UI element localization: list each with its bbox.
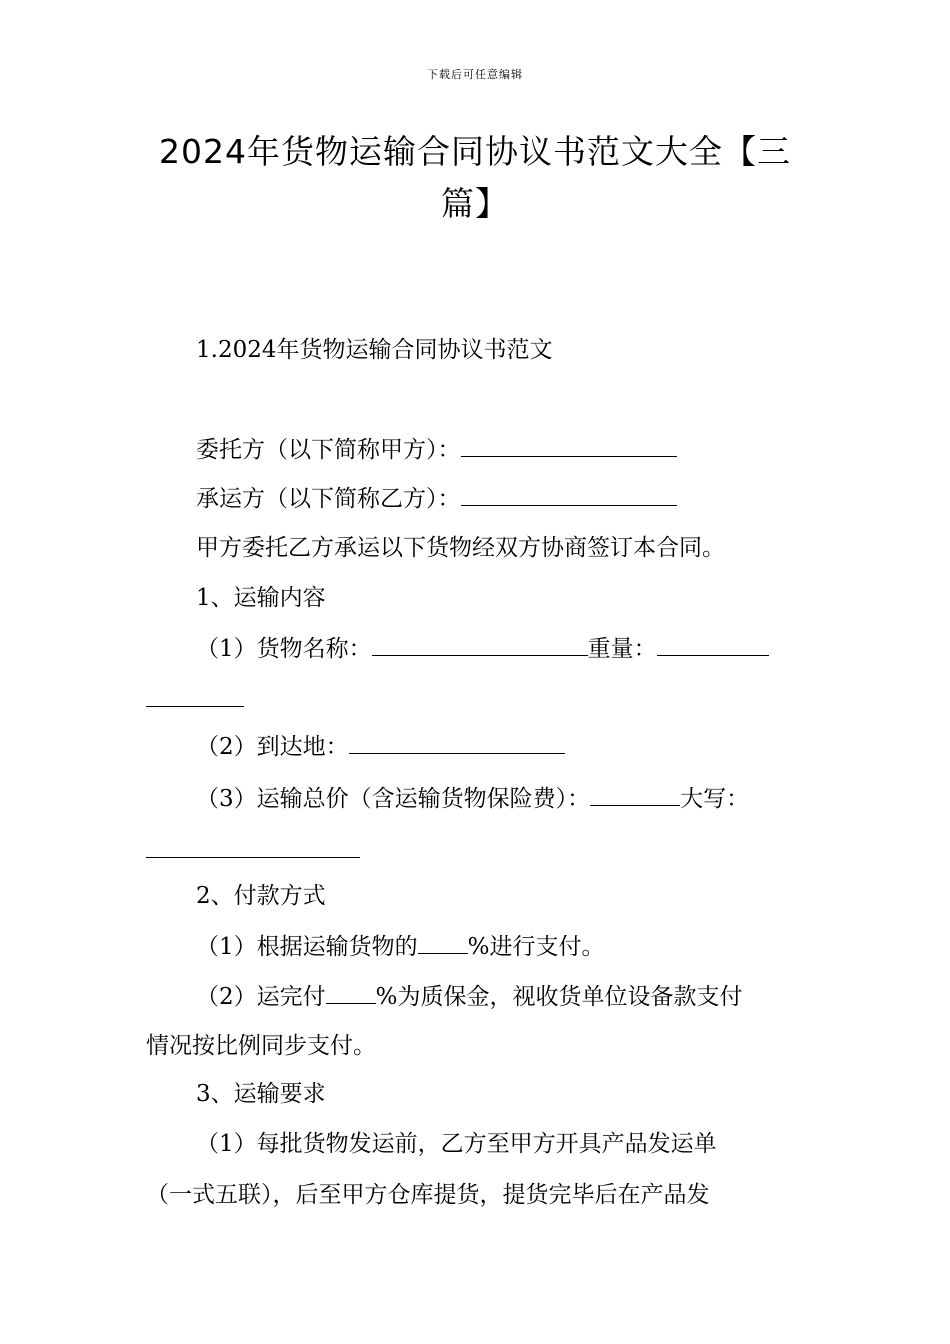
client-line bbox=[196, 434, 677, 465]
destination-label: （2）到达地： bbox=[196, 734, 349, 760]
goods-name-label: （1）货物名称： bbox=[196, 636, 372, 662]
goods-name-blank bbox=[372, 633, 588, 656]
payment-item-2-b: %为质保金，视收货单位设备款支付 bbox=[375, 984, 743, 1010]
carrier-line bbox=[196, 483, 677, 514]
title-line-1: 2024年货物运输合同协议书范文大全【三 bbox=[159, 132, 791, 171]
total-price-line bbox=[196, 783, 749, 814]
payment-percent-blank-1 bbox=[418, 931, 468, 954]
requirements-item-1-a: （1）每批货物发运前，乙方至甲方开具产品发运单 bbox=[196, 1131, 717, 1157]
payment-heading: 2、付款方式 bbox=[196, 883, 326, 909]
weight-label: 重量： bbox=[587, 636, 657, 662]
payment-item-2-c: 情况按比例同步支付。 bbox=[146, 1033, 376, 1059]
carrier-blank bbox=[461, 483, 677, 506]
header-note: 下载后可任意编辑 bbox=[427, 68, 523, 81]
destination-blank bbox=[349, 731, 565, 754]
content-heading: 1、运输内容 bbox=[196, 585, 326, 611]
destination-line bbox=[196, 731, 565, 762]
intro-line: 甲方委托乙方承运以下货物经双方协商签订本合同。 bbox=[196, 535, 725, 561]
payment-item-1-a: （1）根据运输货物的 bbox=[196, 934, 418, 960]
payment-item-2 bbox=[196, 981, 743, 1012]
goods-name-line bbox=[196, 633, 769, 664]
title-line-2: 篇】 bbox=[441, 184, 509, 223]
document-title bbox=[140, 126, 810, 230]
upper-case-label: 大写： bbox=[680, 786, 750, 812]
total-price-label: （3）运输总价（含运输货物保险费）： bbox=[196, 786, 591, 812]
weight-blank-continuation bbox=[146, 684, 244, 715]
payment-percent-blank-2 bbox=[326, 981, 376, 1004]
payment-item-1 bbox=[196, 931, 605, 962]
client-blank bbox=[461, 434, 677, 457]
weight-blank-2 bbox=[146, 684, 244, 707]
carrier-label: 承运方（以下简称乙方）： bbox=[196, 486, 461, 512]
upper-case-blank bbox=[146, 835, 360, 858]
requirements-heading: 3、运输要求 bbox=[196, 1081, 326, 1107]
weight-blank bbox=[657, 633, 769, 656]
payment-item-1-b: %进行支付。 bbox=[467, 934, 605, 960]
total-price-blank bbox=[590, 783, 680, 806]
payment-item-2-a: （2）运完付 bbox=[196, 984, 326, 1010]
upper-case-continuation bbox=[146, 835, 360, 866]
client-label: 委托方（以下简称甲方）： bbox=[196, 437, 461, 463]
section-heading: 1.2024年货物运输合同协议书范文 bbox=[196, 337, 553, 363]
requirements-item-1-b: （一式五联），后至甲方仓库提货，提货完毕后在产品发 bbox=[146, 1182, 710, 1208]
